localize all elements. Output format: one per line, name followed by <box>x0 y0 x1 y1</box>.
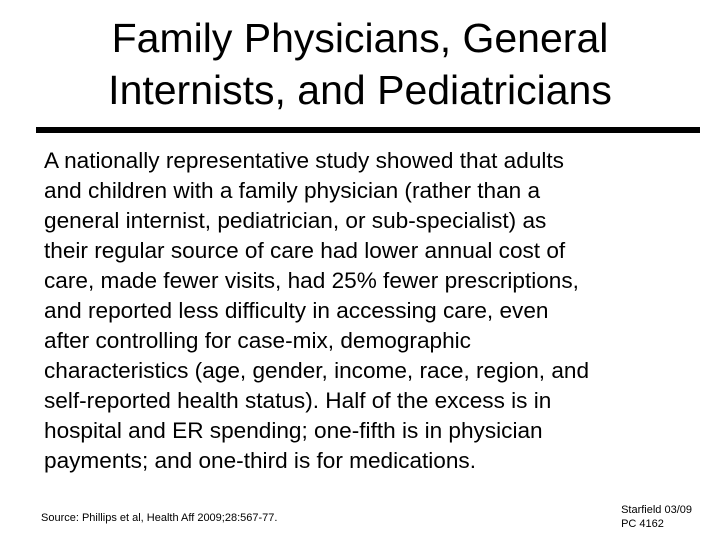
source-citation: Source: Phillips et al, Health Aff 2009;28:567-77. <box>41 512 278 524</box>
body-line: A nationally representative study showed that adults <box>44 148 564 173</box>
body-line: payments; and one-third is for medications. <box>44 448 477 473</box>
title-divider <box>36 127 700 133</box>
body-line: their regular source of care had lower annual cost of <box>44 238 566 263</box>
title-line: Internists, and Pediatricians <box>108 67 612 113</box>
body-line: characteristics (age, gender, income, race, region, and <box>44 358 590 383</box>
body-line: self-reported health status). Half of the excess is in <box>44 388 552 413</box>
body-line: and children with a family physician (rather than a <box>44 178 541 203</box>
reference-author-date: Starfield 03/09 <box>621 504 692 516</box>
body-line: after controlling for case-mix, demographic <box>44 328 471 353</box>
body-line: care, made fewer visits, had 25% fewer prescriptions, <box>44 268 579 293</box>
body-line: general internist, pediatrician, or sub-specialist) as <box>44 208 547 233</box>
title-line: Family Physicians, General <box>111 15 609 61</box>
body-line: hospital and ER spending; one-fifth is in physician <box>44 418 543 443</box>
slide-reference <box>621 503 692 531</box>
body-paragraph <box>44 146 704 476</box>
slide-title <box>20 12 700 116</box>
body-line: and reported less difficulty in accessing care, even <box>44 298 549 323</box>
reference-code: PC 4162 <box>621 518 664 530</box>
